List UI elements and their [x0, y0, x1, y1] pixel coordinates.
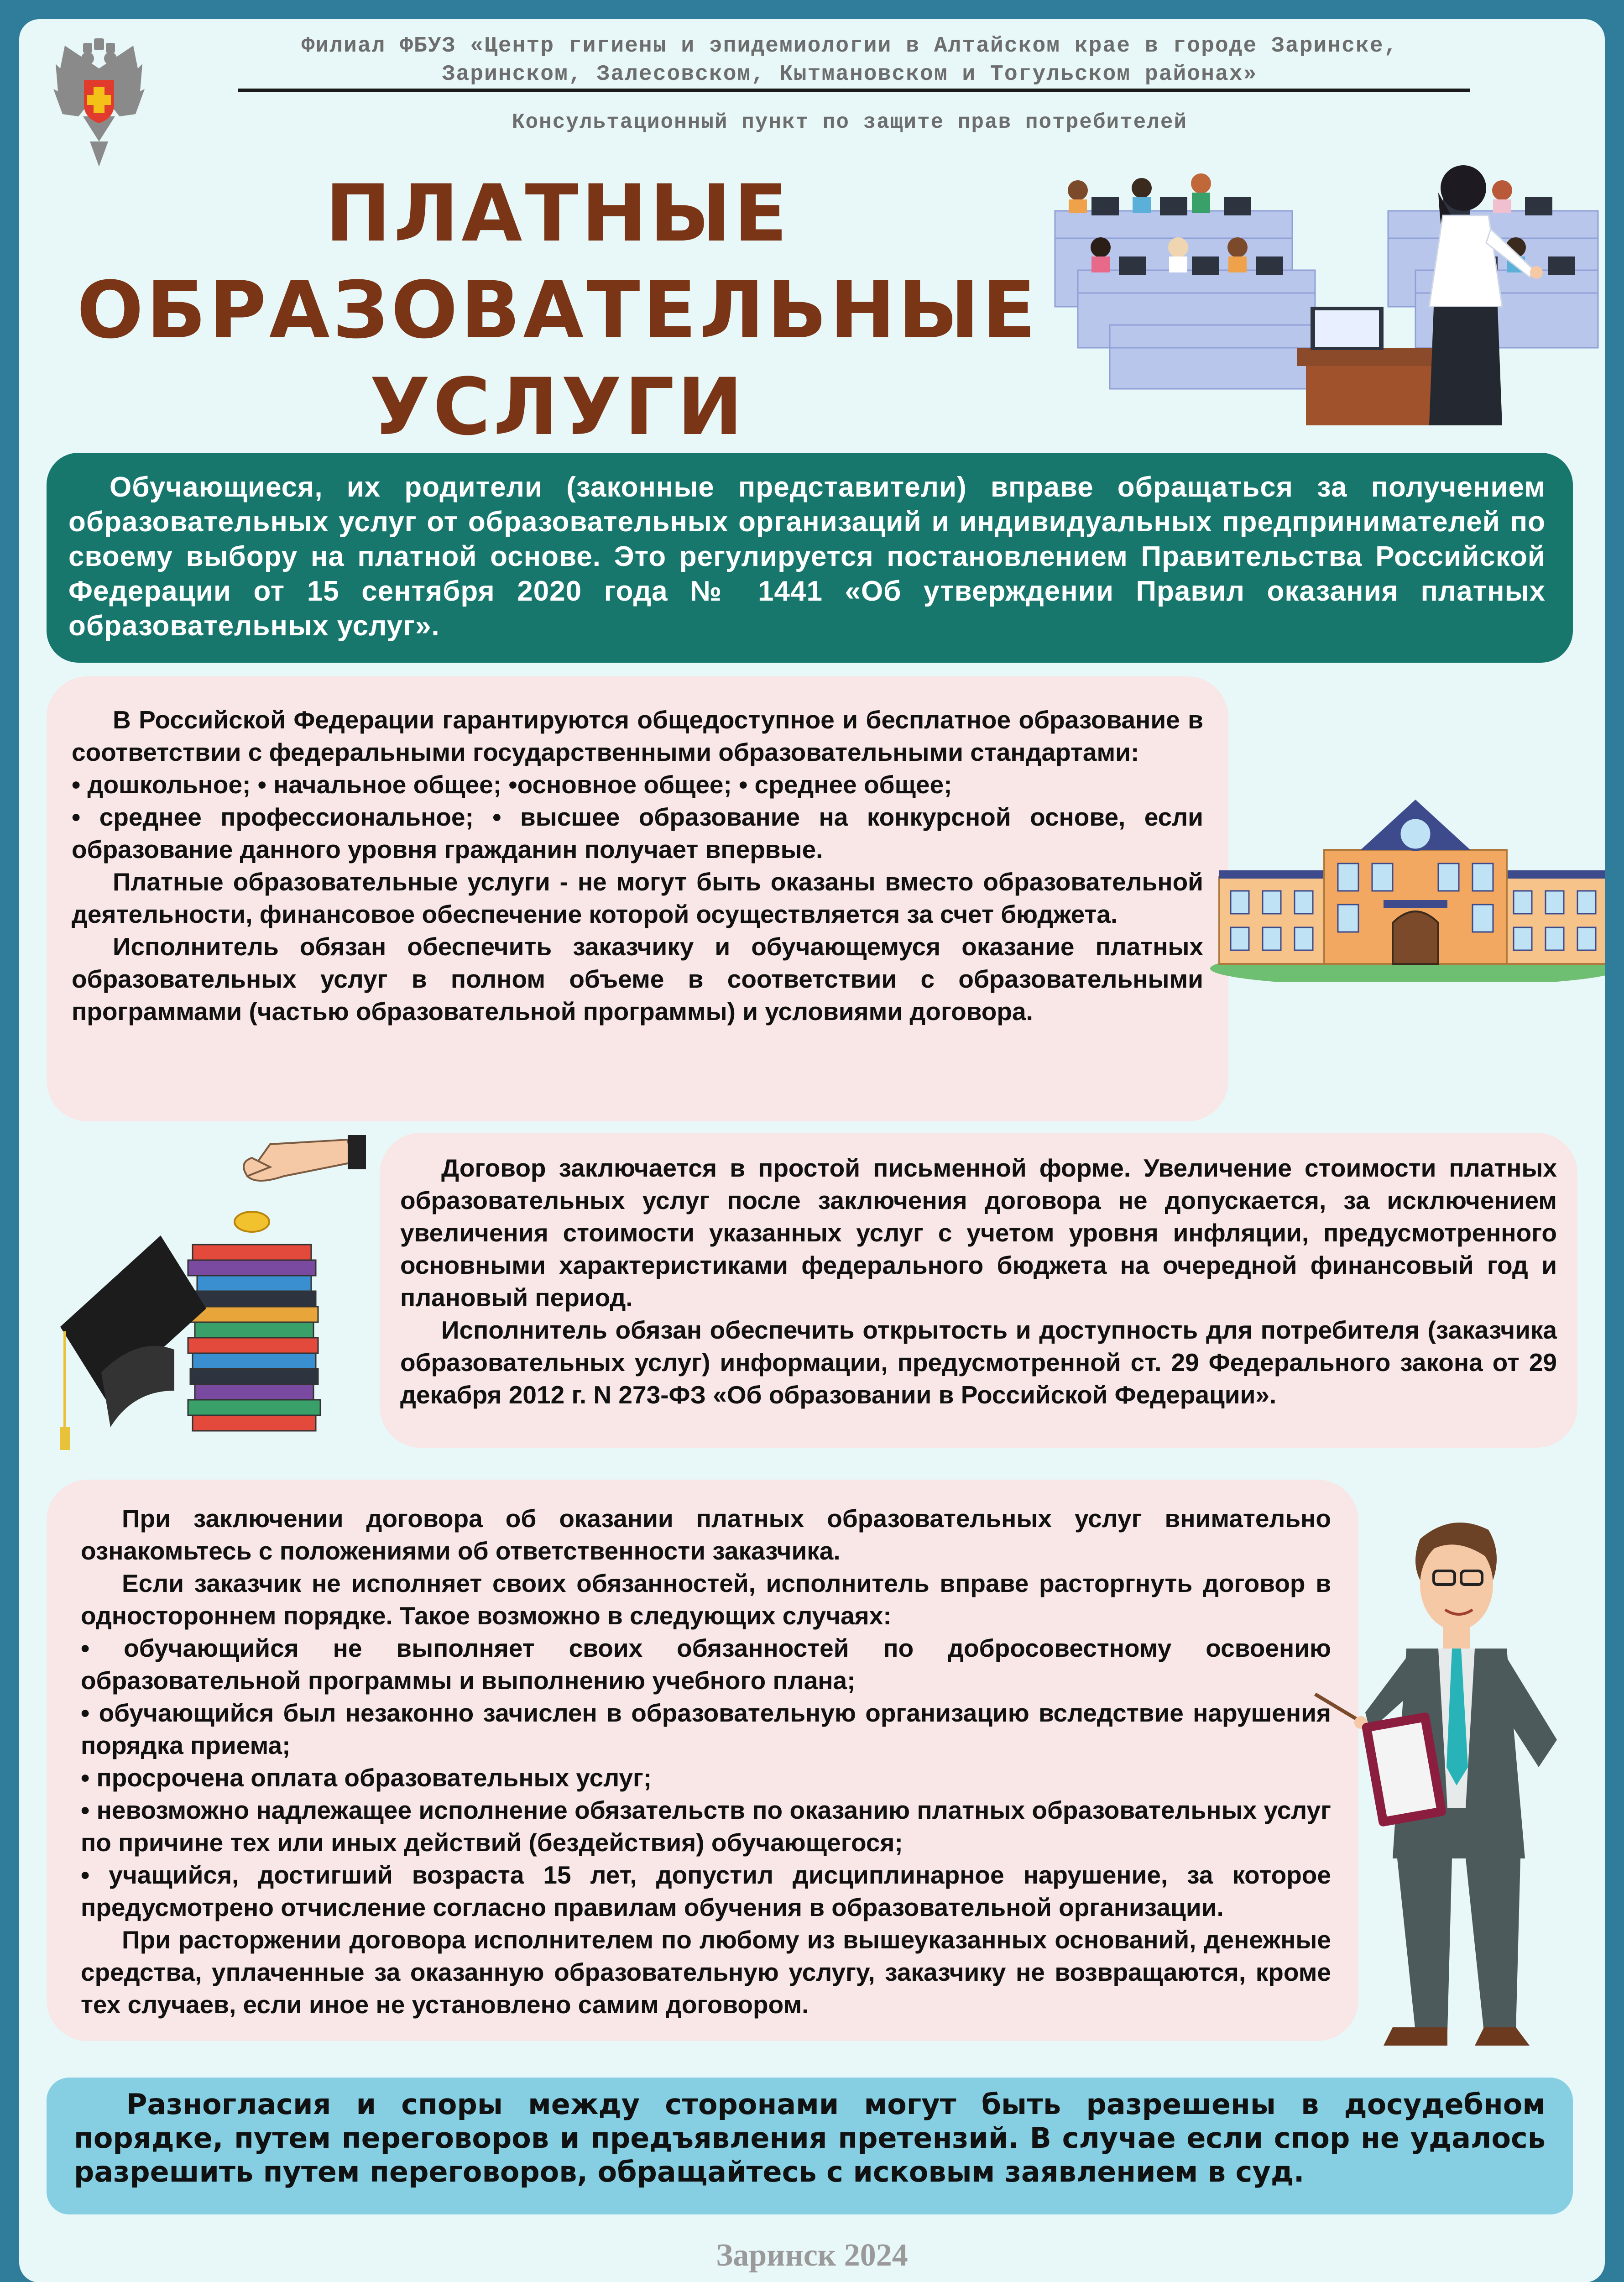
contract-box [380, 1133, 1577, 1448]
page-title [47, 165, 1069, 455]
responsibility-intro: При заключении договора об оказании платных образовательных услуг внимательно ознакомьтесь с положениями об ответственности заказчика. [81, 1504, 1331, 1565]
title-line-3: УСЛУГИ [370, 361, 746, 453]
termination-case-1: • обучающийся не выполняет своих обязанностей по добросовестному освоению образовательной программы и выполнению учебного плана; [81, 1634, 1331, 1695]
disputes-box [47, 2078, 1573, 2214]
consultation-point-subtitle: Консультационный пункт по защите прав потребителей [512, 110, 1188, 134]
organization-name [215, 32, 1484, 89]
termination-case-2: • обучающийся был незаконно зачислен в образовательную организацию вследствие нарушения порядка приема; [81, 1699, 1331, 1759]
guarantees-paragraph: В Российской Федерации гарантируются общедоступное и бесплатное образование в соответствии с федеральными государственными образовательными стандартами: [72, 706, 1203, 766]
classroom-illustration [1041, 156, 1603, 425]
organization-line-1: Филиал ФБУЗ «Центр гигиены и эпидемиологии в Алтайском крае в городе Заринске, [301, 34, 1398, 58]
termination-intro: Если заказчик не исполняет своих обязанностей, исполнитель вправе расторгнуть договор в одностороннем порядке. Такое возможно в следующих случаях: [81, 1569, 1331, 1630]
school-building-illustration [1210, 790, 1605, 982]
termination-case-3: • просрочена оплата образовательных услуг; [81, 1764, 652, 1792]
teacher-illustration [1301, 1512, 1603, 2055]
organization-line-2: Заринском, Залесовском, Кытмановском и Тогульском районах» [442, 62, 1258, 87]
paid-services-restriction: Платные образовательные услуги - не могут быть оказаны вместо образовательной деятельности, финансовое обеспечение которой осуществляется за счет бюджета. [72, 868, 1203, 928]
disputes-text: Разногласия и споры между сторонами могут быть разрешены в досудебном порядке, путем переговоров и предъявления претензий. В случае если спор не удалось разрешить путем переговоров, обращайтесь с исковым заявлением в суд. [74, 2088, 1546, 2188]
footer-city-year: Заринск 2024 [716, 2238, 908, 2273]
header-divider [238, 89, 1470, 92]
education-levels-line-1: • дошкольное; • начальное общее; •основное общее; • среднее общее; [72, 770, 952, 799]
books-coin-illustration [56, 1135, 389, 1455]
termination-case-4: • невозможно надлежащее исполнение обязательств по оказанию платных образовательных услуг по причине тех или иных действий (бездействия) обучающегося; [81, 1796, 1331, 1857]
intro-box [47, 453, 1573, 663]
poster [19, 19, 1605, 2282]
transparency-paragraph: Исполнитель обязан обеспечить открытость и доступность для потребителя (заказчика образовательных услуг) информации, предусмотренной ст. 29 Федерального закона от 29 декабря 2012 г. N 273-ФЗ «Об образовании в Российской Федерации». [400, 1316, 1557, 1409]
contract-form-paragraph: Договор заключается в простой письменной форме. Увеличение стоимости платных образовательных услуг после заключения договора не допускается, за исключением увеличения стоимости указанных услуг с учетом уровня инфляции, предусмотренного основными характеристиками федерального бюджета на очередной финансовый год и плановый период. [400, 1154, 1557, 1312]
title-line-1: ПЛАТНЫЕ [325, 167, 790, 259]
guarantees-box [47, 676, 1228, 1121]
termination-case-5: • учащийся, достигший возраста 15 лет, допустил дисциплинарное нарушение, за которое предусмотрено отчисление согласно правилам обучения в образовательной организации. [81, 1861, 1331, 1921]
education-levels-line-2: • среднее профессиональное; • высшее образование на конкурсной основе, если образование данного уровня гражданин получает впервые. [72, 803, 1203, 864]
intro-text: Обучающиеся, их родители (законные представители) вправе обращаться за получением образовательных услуг от образовательных организаций и индивидуальных предпринимателей по своему выбору на платной основе. Это регулируется постановлением Правительства Российской Федерации от 15 сентября 2020 года № 1441 «Об утверждении Правил оказания платных образовательных услуг». [68, 471, 1546, 642]
refund-paragraph: При расторжении договора исполнителем по любому из вышеуказанных оснований, денежные средства, уплаченные за оказанную образовательную услугу, заказчику не возвращаются, кроме тех случаев, если иное не установлено самим договором. [81, 1926, 1331, 2019]
rospotrebnadzor-emblem-icon [51, 37, 147, 169]
executor-obligation: Исполнитель обязан обеспечить заказчику и обучающемуся оказание платных образовательных услуг в полном объеме в соответствии с образовательными программами (частью образовательной программы) и условиями договора. [72, 932, 1203, 1026]
title-line-2: ОБРАЗОВАТЕЛЬНЫЕ [77, 264, 1039, 356]
responsibility-box [47, 1480, 1358, 2041]
